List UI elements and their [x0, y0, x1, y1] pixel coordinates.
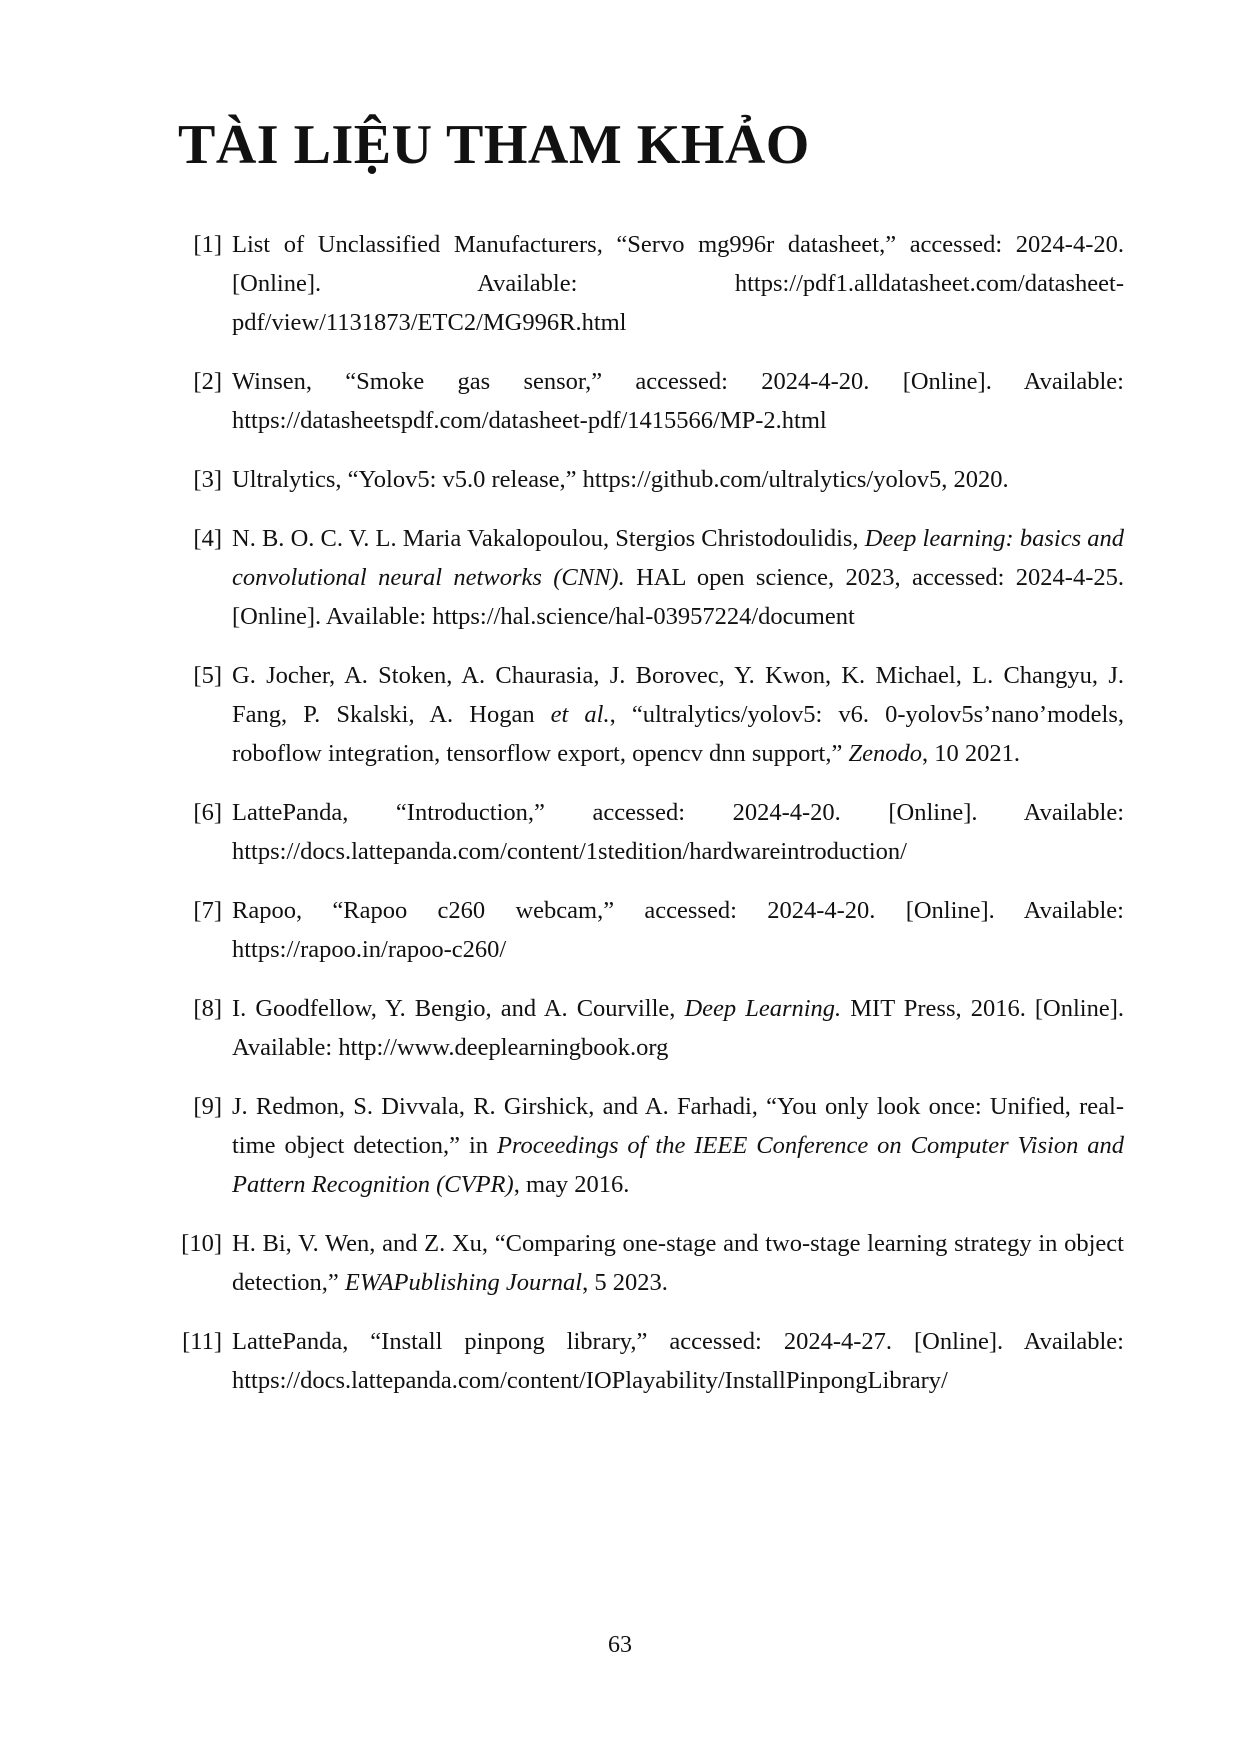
reference-segment: , “ultralytics/yolov5: v6. 0-yolov5s’nano’models, roboflow integration, tensorflow export, opencv dnn support,” — [232, 701, 1124, 767]
reference-text — [232, 793, 1124, 871]
reference-italic-segment: EWAPublishing Journal — [344, 1269, 583, 1296]
reference-list — [170, 225, 1124, 1420]
reference-text — [232, 362, 1124, 440]
reference-segment: Ultralytics, “Yolov5: v5.0 release,” https://github.com/ultralytics/yolov5, 2020. — [232, 466, 1009, 493]
reference-text — [232, 656, 1124, 773]
page-number: 63 — [608, 1632, 632, 1658]
reference-italic-segment: Deep Learning. — [684, 995, 842, 1022]
reference-item — [170, 1322, 1124, 1400]
page-title: TÀI LIỆU THAM KHẢO — [178, 114, 810, 176]
reference-italic-segment: Zenodo — [848, 740, 922, 767]
reference-text — [232, 1087, 1124, 1204]
reference-text — [232, 225, 1124, 342]
reference-item — [170, 1087, 1124, 1204]
reference-text — [232, 1322, 1124, 1400]
reference-number: [4] — [193, 525, 222, 552]
reference-segment: Winsen, “Smoke gas sensor,” accessed: 2024-4-20. [Online]. Available: https://datasheetspdf.com/datasheet-pdf/1415566/MP-2.html — [232, 368, 1124, 434]
reference-item — [170, 519, 1124, 636]
reference-segment: LattePanda, “Install pinpong library,” accessed: 2024-4-27. [Online]. Available: https://docs.lattepanda.com/content/IOPlayability/InstallPinpongLibrary/ — [232, 1328, 1124, 1394]
reference-segment: Rapoo, “Rapoo c260 webcam,” accessed: 2024-4-20. [Online]. Available: https://rapoo.in/rapoo-c260/ — [232, 897, 1124, 963]
reference-item — [170, 1224, 1124, 1302]
reference-number: [6] — [193, 799, 222, 826]
reference-segment: J. Redmon, S. Divvala, R. Girshick, and A. Farhadi, “You only look once: Unified, real-time object detection,” in — [232, 1093, 1124, 1159]
reference-item — [170, 225, 1124, 342]
reference-segment: LattePanda, “Introduction,” accessed: 2024-4-20. [Online]. Available: https://docs.lattepanda.com/content/1stedition/hardwareintroduction/ — [232, 799, 1124, 865]
reference-segment: I. Goodfellow, Y. Bengio, and A. Courville, — [232, 995, 685, 1022]
reference-italic-segment: Proceedings of the IEEE Conference on Computer Vision and Pattern Recognition (CVPR) — [232, 1132, 1124, 1198]
reference-segment: G. Jocher, A. Stoken, A. Chaurasia, J. Borovec, Y. Kwon, K. Michael, L. Changyu, J. Fang, P. Skalski, A. Hogan — [232, 662, 1124, 728]
reference-segment: List of Unclassified Manufacturers, “Servo mg996r datasheet,” accessed: 2024-4-20. [Online]. Available: https://pdf1.alldatasheet.com/datasheet-pdf/view/1131873/ETC2/MG996R.html — [232, 231, 1124, 336]
reference-item — [170, 656, 1124, 773]
reference-item — [170, 989, 1124, 1067]
reference-number: [3] — [193, 466, 222, 493]
reference-segment: , 5 2023. — [582, 1269, 668, 1296]
reference-number: [7] — [193, 897, 222, 924]
reference-segment: , 10 2021. — [921, 740, 1020, 767]
reference-item — [170, 891, 1124, 969]
reference-item — [170, 362, 1124, 440]
reference-text — [232, 989, 1124, 1067]
reference-number: [8] — [193, 995, 222, 1022]
reference-italic-segment: et al. — [550, 701, 610, 728]
reference-number: [2] — [193, 368, 222, 395]
reference-segment: H. Bi, V. Wen, and Z. Xu, “Comparing one-stage and two-stage learning strategy in object detection,” — [232, 1230, 1124, 1296]
reference-segment: HAL open science, 2023, accessed: 2024-4-25. [Online]. Available: https://hal.science/hal-03957224/document — [232, 564, 1124, 630]
reference-text — [232, 460, 1124, 499]
reference-segment: MIT Press, 2016. [Online]. Available: http://www.deeplearningbook.org — [232, 995, 1124, 1061]
reference-segment: , may 2016. — [513, 1171, 630, 1198]
reference-number: [11] — [182, 1328, 222, 1355]
reference-number: [1] — [193, 231, 222, 258]
reference-number: [9] — [193, 1093, 222, 1120]
reference-segment: N. B. O. C. V. L. Maria Vakalopoulou, Stergios Christodoulidis, — [232, 525, 865, 552]
reference-text — [232, 519, 1124, 636]
reference-item — [170, 793, 1124, 871]
reference-item — [170, 460, 1124, 499]
reference-text — [232, 1224, 1124, 1302]
reference-number: [5] — [193, 662, 222, 689]
reference-number: [10] — [181, 1230, 222, 1257]
reference-italic-segment: Deep learning: basics and convolutional neural networks (CNN). — [232, 525, 1124, 591]
reference-text — [232, 891, 1124, 969]
